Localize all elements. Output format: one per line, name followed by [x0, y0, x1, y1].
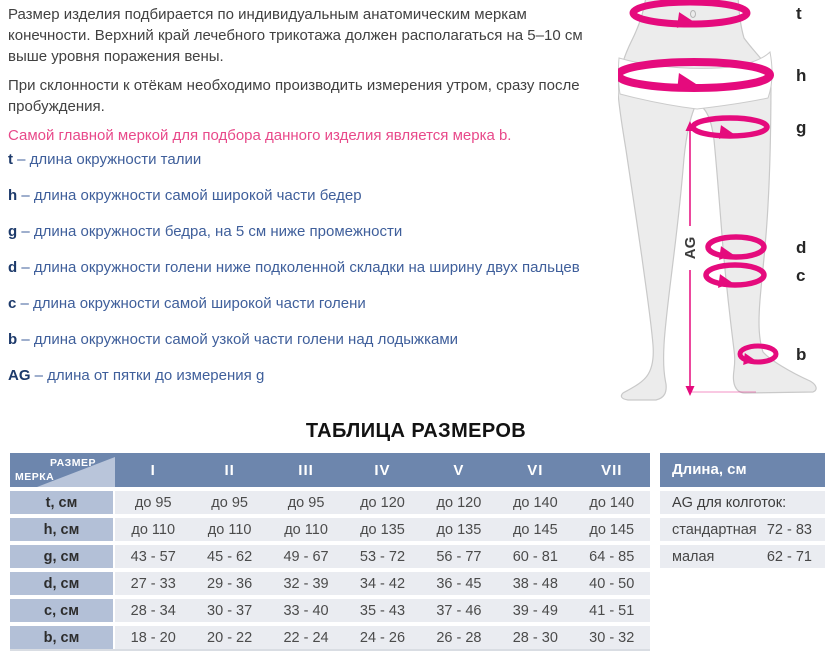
corner-label-measure: МЕРКА	[15, 471, 55, 483]
definition-letter: h	[8, 187, 18, 204]
table-cell: до 110	[268, 518, 344, 541]
size-table-title: ТАБЛИЦА РАЗМЕРОВ	[305, 420, 527, 442]
table-cell: 40 - 50	[574, 572, 650, 595]
table-cell: 36 - 45	[421, 572, 497, 595]
table-cell: 22 - 24	[268, 626, 344, 649]
definition-text: – длина окружности самой широкой части бедер	[21, 187, 362, 204]
table-cell: до 145	[574, 518, 650, 541]
length-row-label: стандартная	[672, 521, 757, 538]
table-cell: 32 - 39	[268, 572, 344, 595]
definition-letter: d	[8, 259, 18, 276]
column-header-2: II	[224, 461, 235, 479]
intro-highlight: Самой главной меркой для подбора данного изделия является мерка b.	[8, 127, 512, 144]
row-label: b, см	[10, 626, 113, 649]
definition-text: – длина окружности самой узкой части голени над лодыжками	[21, 331, 459, 348]
table-cell: 28 - 34	[115, 599, 191, 622]
ag-label: AG	[682, 236, 699, 260]
definition-h	[8, 187, 608, 207]
table-cell: 64 - 85	[574, 545, 650, 568]
definition-text: – длина окружности голени ниже подколенной складки на ширину двух пальцев	[21, 259, 580, 276]
definition-b	[8, 331, 608, 351]
table-cell: 26 - 28	[421, 626, 497, 649]
column-header-6: VI	[527, 461, 544, 479]
definition-text: – длина окружности самой широкой части голени	[20, 295, 366, 312]
definition-d	[8, 259, 608, 279]
table-cell: до 95	[268, 491, 344, 514]
table-cell: 53 - 72	[344, 545, 420, 568]
body-measurement-figure	[618, 0, 832, 418]
figure-letter-labels	[796, 4, 806, 364]
figure-label-c: c	[796, 266, 806, 285]
table-cell: 30 - 32	[574, 626, 650, 649]
table-cell: до 110	[115, 518, 191, 541]
definition-letter: t	[8, 151, 13, 168]
column-header-7: VII	[601, 461, 623, 479]
table-cell: до 135	[344, 518, 420, 541]
measurement-definitions	[8, 151, 608, 403]
table-cell: 60 - 81	[497, 545, 573, 568]
table-cell: 24 - 26	[344, 626, 420, 649]
figure-label-b: b	[796, 345, 807, 364]
table-row-d	[10, 572, 650, 595]
table-cell: 49 - 67	[268, 545, 344, 568]
length-row-small	[660, 545, 825, 568]
size-table	[10, 453, 650, 651]
intro-paragraph-1: Размер изделия подбирается по индивидуальным анатомическим меркам конечности. Верхний край лечебного трикотажа должен располагаться на 5–10 см выше уровня поражения вены.	[8, 6, 583, 65]
ag-arrow-down	[686, 386, 695, 396]
row-label: t, см	[10, 491, 113, 514]
table-cell: 43 - 57	[115, 545, 191, 568]
table-cell: до 140	[574, 491, 650, 514]
corner-cell	[10, 453, 115, 487]
row-label: c, см	[10, 599, 113, 622]
table-cell: до 140	[497, 491, 573, 514]
definition-letter: b	[8, 331, 18, 348]
column-header-3: III	[298, 461, 314, 479]
row-label: g, см	[10, 545, 113, 568]
length-row-standard	[660, 518, 825, 541]
definition-text: – длина окружности бедра, на 5 см ниже промежности	[21, 223, 403, 240]
table-cell: 27 - 33	[115, 572, 191, 595]
column-header-5: V	[453, 461, 465, 479]
table-row-c	[10, 599, 650, 622]
table-cell: 18 - 20	[115, 626, 191, 649]
definition-text: – длина окружности талии	[17, 151, 202, 168]
length-panel	[660, 453, 825, 568]
table-row-h	[10, 518, 650, 541]
table-cell: 45 - 62	[191, 545, 267, 568]
table-cell: 34 - 42	[344, 572, 420, 595]
table-cell: до 95	[115, 491, 191, 514]
table-cell: до 110	[191, 518, 267, 541]
table-row-t	[10, 491, 650, 514]
table-cell: 56 - 77	[421, 545, 497, 568]
table-cell: 20 - 22	[191, 626, 267, 649]
definition-g	[8, 223, 608, 243]
table-row-g	[10, 545, 650, 568]
definition-c	[8, 295, 608, 315]
table-cell: до 120	[344, 491, 420, 514]
table-cell: до 95	[191, 491, 267, 514]
length-panel-header: Длина, см	[660, 453, 825, 487]
definition-t	[8, 151, 608, 171]
figure-label-g: g	[796, 118, 807, 137]
table-cell: 41 - 51	[574, 599, 650, 622]
table-cell: до 145	[497, 518, 573, 541]
definition-text: – длина от пятки до измерения g	[34, 367, 265, 384]
definition-letter: AG	[8, 367, 31, 384]
table-row-b	[10, 626, 650, 649]
length-row-value: 72 - 83	[766, 521, 812, 538]
table-cell: 39 - 49	[497, 599, 573, 622]
table-bottom-edge	[10, 649, 650, 651]
table-cell: 30 - 37	[191, 599, 267, 622]
length-panel-subtitle	[660, 491, 825, 514]
figure-label-t: t	[796, 4, 802, 23]
length-panel-subtitle-text: AG для колготок:	[672, 494, 787, 511]
row-label: h, см	[10, 518, 113, 541]
table-cell: 29 - 36	[191, 572, 267, 595]
definition-ag	[8, 367, 608, 387]
definition-letter: g	[8, 223, 18, 240]
column-header-1: I	[150, 461, 156, 479]
table-cell: до 135	[421, 518, 497, 541]
column-header-4: IV	[374, 461, 391, 479]
size-table-header	[10, 453, 650, 487]
figure-label-d: d	[796, 238, 807, 257]
corner-label-size: РАЗМЕР	[50, 457, 96, 469]
figure-label-h: h	[796, 66, 807, 85]
definition-letter: c	[8, 295, 17, 312]
table-cell: 37 - 46	[421, 599, 497, 622]
table-cell: 28 - 30	[497, 626, 573, 649]
length-row-value: 62 - 71	[766, 548, 812, 565]
table-cell: 33 - 40	[268, 599, 344, 622]
table-cell: до 120	[421, 491, 497, 514]
intro-paragraph-2: При склонности к отёкам необходимо производить измерения утром, сразу после пробуждения.	[8, 77, 580, 115]
table-cell: 35 - 43	[344, 599, 420, 622]
length-row-label: малая	[672, 548, 715, 565]
table-cell: 38 - 48	[497, 572, 573, 595]
intro-text-block	[8, 4, 598, 154]
row-label: d, см	[10, 572, 113, 595]
